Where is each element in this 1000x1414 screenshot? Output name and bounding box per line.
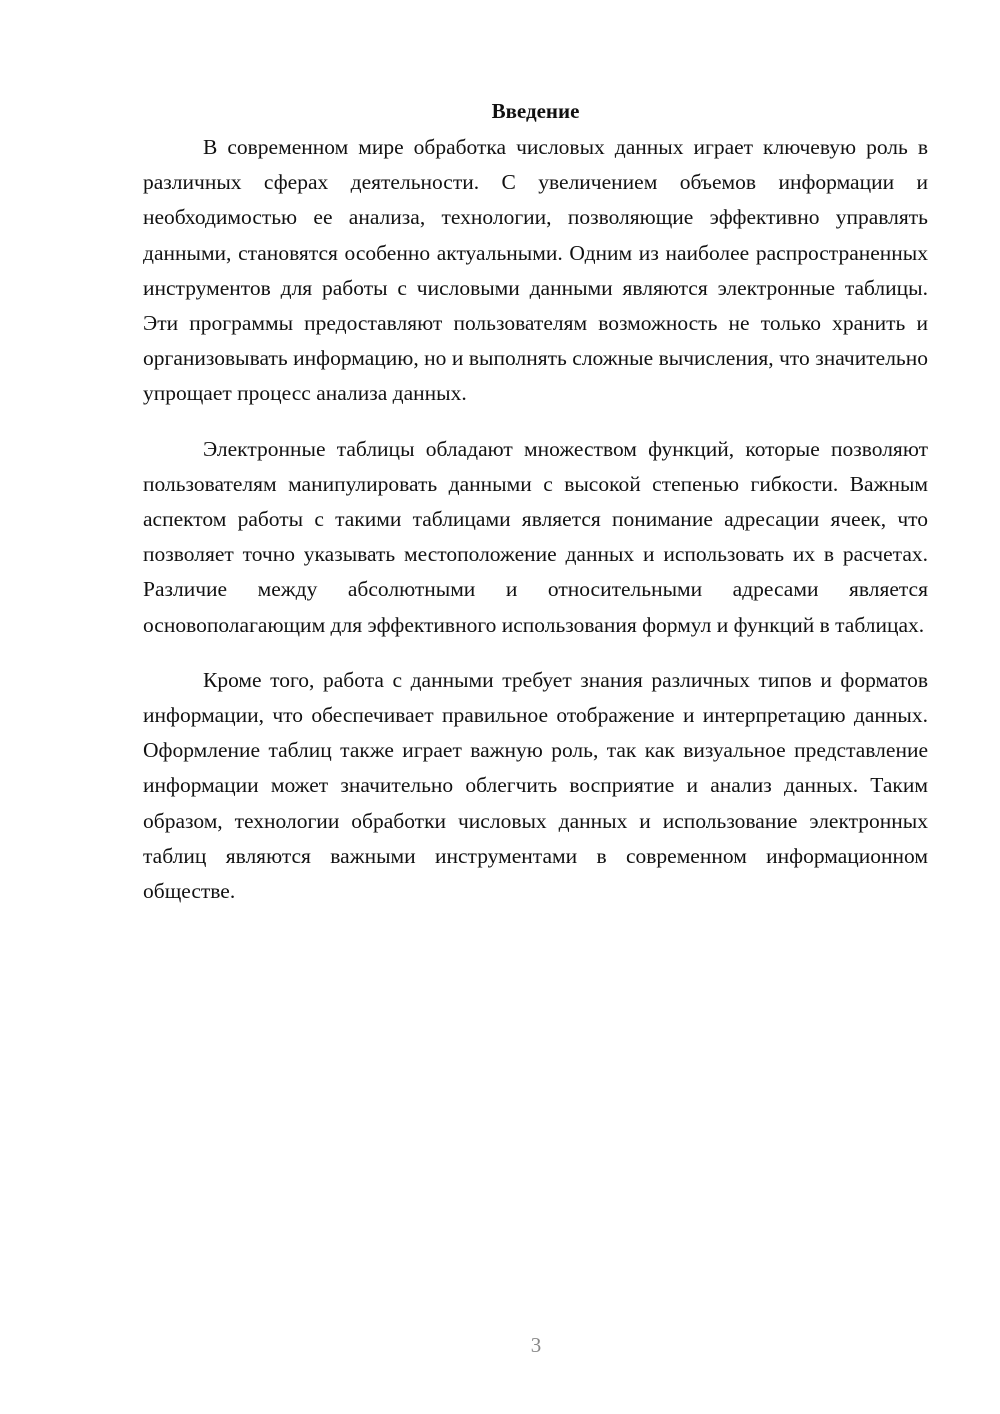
paragraph-1: В современном мире обработка числовых данных играет ключевую роль в различных сферах деятельности. С увеличением объемов информации и необходимостью ее анализа, технологии, позволяющие эффективно управлять данными, становятся особенно актуальными. Одним из наиболее распространенных инструментов для работы с числовыми данными являются электронные таблицы. Эти программы предоставляют пользователям возможность не только хранить и организовывать информацию, но и выполнять сложные вычисления, что значительно упрощает процесс анализа данных. (143, 135, 928, 406)
paragraph-3: Кроме того, работа с данными требует знания различных типов и форматов информации, что обеспечивает правильное отображение и интерпретацию данных. Оформление таблиц также играет важную роль, так как визуальное представление информации может значительно облегчить восприятие и анализ данных. Таким образом, технологии обработки числовых данных и использование электронных таблиц являются важными инструментами в современном информационном обществе. (143, 667, 928, 904)
page-content (143, 96, 928, 929)
paragraph-2: Электронные таблицы обладают множеством функций, которые позволяют пользователям манипулировать данными с высокой степенью гибкости. Важным аспектом работы с такими таблицами является понимание адресации ячеек, что позволяет точно указывать местоположение данных и использовать их в расчетах. Различие между абсолютными и относительными адресами является основополагающим для эффективного использования формул и функций в таблицах. (143, 436, 928, 637)
section-heading: Введение (491, 99, 580, 123)
page-number: 3 (530, 1333, 542, 1357)
